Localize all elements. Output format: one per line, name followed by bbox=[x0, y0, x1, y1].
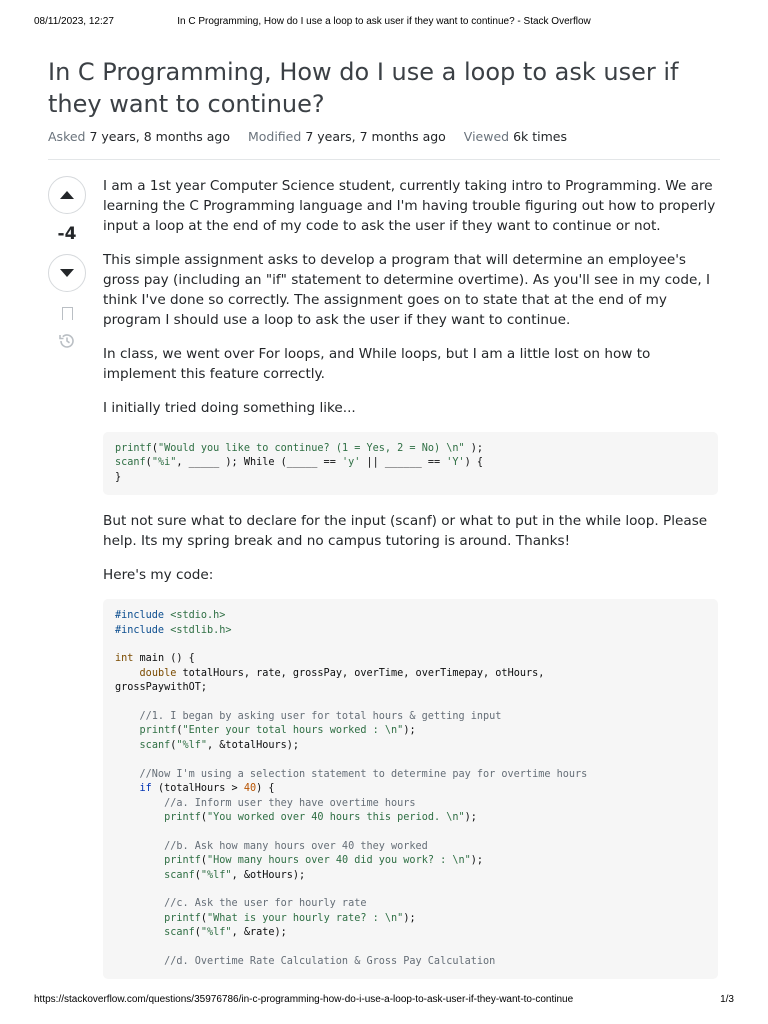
print-date: 08/11/2023, 12:27 bbox=[34, 16, 114, 27]
history-button[interactable] bbox=[48, 330, 86, 352]
print-url: https://stackoverflow.com/questions/35976786/in-c-programming-how-do-i-use-a-loop-to-ask-user-if-they-want-to-continue bbox=[34, 994, 574, 1005]
question-meta bbox=[48, 129, 581, 144]
print-page-title: In C Programming, How do I use a loop to ask user if they want to continue? - Stack Overflow bbox=[177, 16, 591, 27]
code-block-attempt[interactable]: printf("Would you like to continue? (1 = Yes, 2 = No) \n" ); scanf("%i", _____ ); While (_____ == 'y' || ______ == 'Y') { } bbox=[103, 432, 718, 495]
print-page-number: 1/3 bbox=[720, 994, 734, 1005]
print-header bbox=[34, 16, 734, 30]
body-paragraph: I am a 1st year Computer Science student, currently taking intro to Programming. We are learning the C Programming language and I'm having trouble figuring out how to properly input a loop at the end of my code to ask the user if they want to continue or not. bbox=[103, 178, 716, 234]
vote-score: -4 bbox=[57, 224, 77, 244]
asked-value: 7 years, 8 months ago bbox=[89, 129, 230, 144]
code-block-program[interactable]: #include <stdio.h> #include <stdlib.h> int main () { double totalHours, rate, grossPay, overTime, overTimepay, otHours, grossPaywithOT; //1. I began by asking user for total hours & getting input printf("Enter your total hours worked : \n"); scanf("%lf", &totalHours); //Now I'm using a selection statement to determine pay for overtime hours if (totalHours > 40) { //a. Inform user they have overtime hours printf("You worked over 40 hours this period. \n"); //b. Ask how many hours over 40 they worked printf("How many hours over 40 did you work? : \n"); scanf("%lf", &otHours); //c. Ask the user for hourly rate printf("What is your hourly rate? : \n"); scanf("%lf", &rate); //d. Overtime Rate Calculation & Gross Pay Calculation bbox=[103, 599, 718, 979]
vote-cell bbox=[48, 176, 86, 352]
question-title[interactable]: In C Programming, How do I use a loop to ask user if they want to continue? bbox=[48, 58, 679, 118]
downvote-icon bbox=[60, 269, 74, 277]
asked-label: Asked bbox=[48, 129, 86, 144]
question-body bbox=[103, 176, 718, 995]
viewed-label: Viewed bbox=[463, 129, 510, 144]
modified-label: Modified bbox=[247, 129, 302, 144]
viewed-value: 6k times bbox=[513, 129, 568, 144]
bookmark-button[interactable] bbox=[48, 302, 86, 324]
upvote-button[interactable] bbox=[48, 176, 86, 214]
body-paragraph: This simple assignment asks to develop a program that will determine an employee's gross pay (including an "if" statement to determine overtime). As you'll see in my code, I think I've done so correctly. The assignment goes on to state that at the end of my program I should use a loop to ask the user if they want to continue. bbox=[103, 252, 711, 328]
downvote-button[interactable] bbox=[48, 254, 86, 292]
body-paragraph: Here's my code: bbox=[103, 567, 214, 584]
history-icon bbox=[58, 332, 76, 350]
bookmark-icon bbox=[62, 307, 73, 320]
modified-value[interactable]: 7 years, 7 months ago bbox=[305, 129, 446, 144]
body-paragraph: But not sure what to declare for the input (scanf) or what to put in the while loop. Please help. Its my spring break and no campus tutoring is around. Thanks! bbox=[103, 513, 708, 550]
header-divider bbox=[48, 159, 720, 160]
upvote-icon bbox=[60, 191, 74, 199]
body-paragraph: I initially tried doing something like... bbox=[103, 400, 356, 416]
body-paragraph: In class, we went over For loops, and While loops, but I am a little lost on how to implement this feature correctly. bbox=[103, 346, 651, 382]
print-footer bbox=[34, 994, 734, 1008]
